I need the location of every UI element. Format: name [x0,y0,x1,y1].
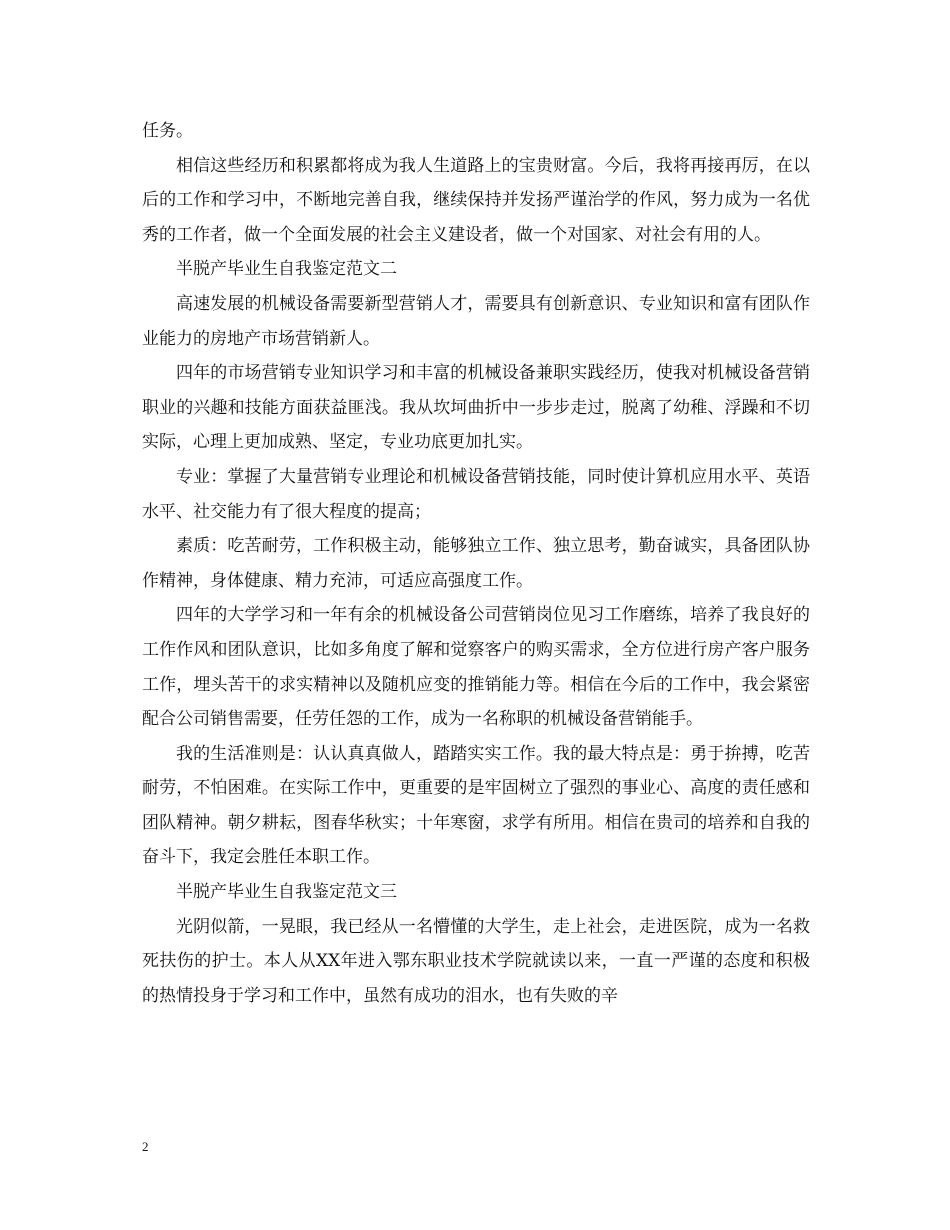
paragraph: 素质：吃苦耐劳，工作积极主动，能够独立工作、独立思考，勤奋诚实，具备团队协作精神，身体健康、精力充沛，可适应高强度工作。 [142,536,810,591]
paragraph: 相信这些经历和积累都将成为我人生道路上的宝贵财富。今后，我将再接再厉，在以后的工作和学习中，不断地完善自我，继续保持并发扬严谨治学的作风，努力成为一名优秀的工作者，做一个全面发展的社会主义建设者，做一个对国家、对社会有用的人。 [142,155,810,245]
section-heading: 半脱产毕业生自我鉴定范文二 [176,259,397,280]
paragraph: 高速发展的机械设备需要新型营销人才，需要具有创新意识、专业知识和富有团队作业能力的房地产市场营销新人。 [142,293,810,349]
document-body [142,114,810,1013]
section-heading: 半脱产毕业生自我鉴定范文三 [176,882,397,903]
paragraph: 我的生活准则是：认认真真做人，踏踏实实工作。我的最大特点是：勇于拚搏，吃苦耐劳，不怕困难。在实际工作中，更重要的是牢固树立了强烈的事业心、高度的责任感和团队精神。朝夕耕耘，图春华秋实；十年寒窗，求学有所用。相信在贵司的培养和自我的奋斗下，我定会胜任本职工作。 [142,743,810,868]
paragraph: 任务。 [142,121,193,141]
paragraph: 四年的大学学习和一年有余的机械设备公司营销岗位见习工作磨练，培养了我良好的工作作风和团队意识，比如多角度了解和觉察客户的购买需求，全方位进行房产客户服务工作，埋头苦干的求实精神以及随机应变的推销能力等。相信在今后的工作中，我会紧密配合公司销售需要，任劳任怨的工作，成为一名称职的机械设备营销能手。 [142,605,810,730]
paragraph: 四年的市场营销专业知识学习和丰富的机械设备兼职实践经历，使我对机械设备营销职业的兴趣和技能方面获益匪浅。我从坎坷曲折中一步步走过，脱离了幼稚、浮躁和不切实际，心理上更加成熟、坚定，专业功底更加扎实。 [142,363,810,453]
paragraph: 专业：掌握了大量营销专业理论和机械设备营销技能，同时使计算机应用水平、英语水平、社交能力有了很大程度的提高； [142,466,810,522]
paragraph: 光阴似箭，一晃眼，我已经从一名懵懂的大学生，走上社会，走进医院，成为一名救死扶伤的护士。本人从XX年进入鄂东职业技术学院就读以来，一直一严谨的态度和积极的热情投身于学习和工作中，虽然有成功的泪水，也有失败的辛 [142,916,810,1006]
page-number: 2 [142,1139,149,1154]
